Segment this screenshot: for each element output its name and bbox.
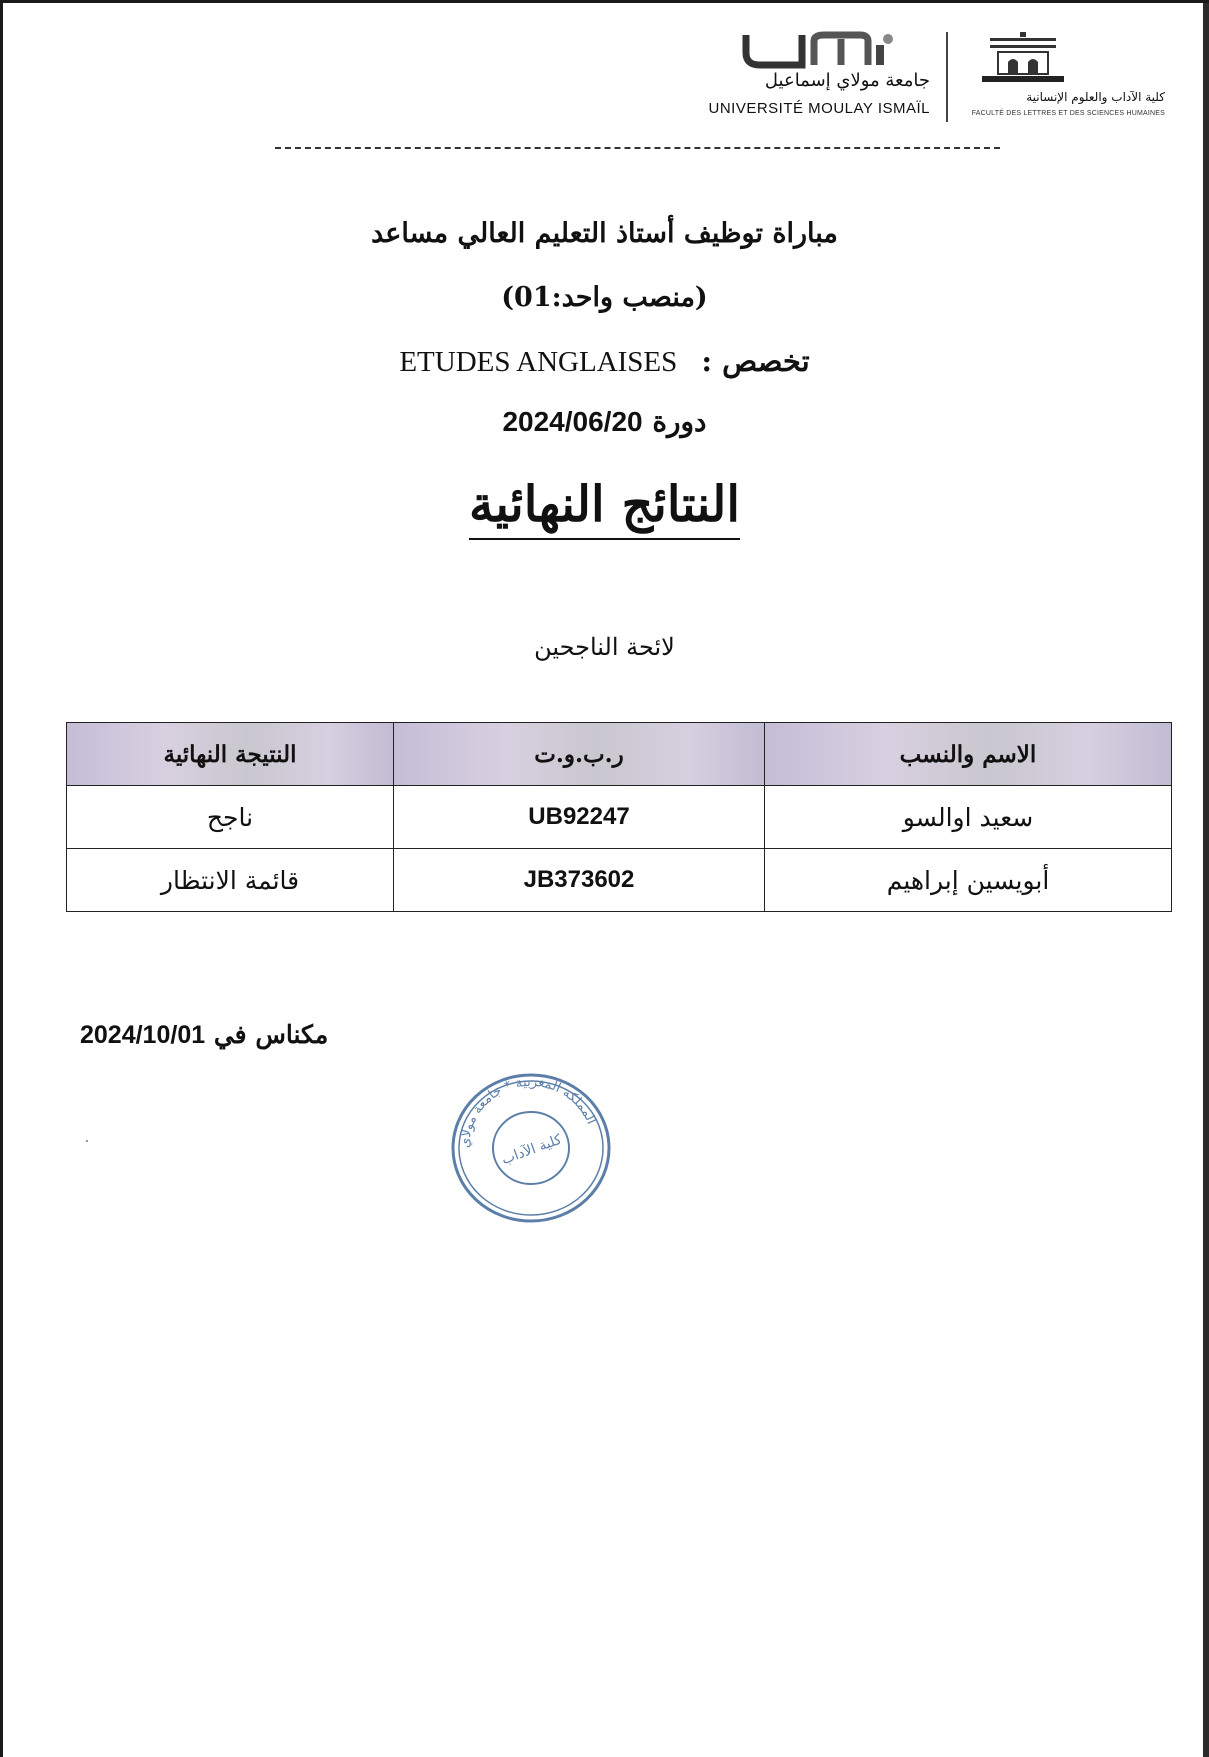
competition-title: مباراة توظيف أستاذ التعليم العالي مساعد <box>371 218 838 249</box>
table-header-row <box>67 723 1172 786</box>
cell-id: UB92247 <box>394 786 765 849</box>
stamp-inner-text: كلية الآداب <box>499 1131 564 1169</box>
scan-speck <box>86 1140 88 1142</box>
faculty-name-fr: FACULTÉ DES LETTRES ET DES SCIENCES HUMAINES <box>971 110 1165 117</box>
cell-result: قائمة الانتظار <box>67 849 394 912</box>
results-table <box>66 722 1172 912</box>
final-results-title: النتائج النهائية <box>469 475 740 540</box>
scan-edge-left <box>0 0 3 1757</box>
cell-id: JB373602 <box>394 849 765 912</box>
table-row <box>67 849 1172 912</box>
header-divider <box>275 147 1000 149</box>
table-row <box>67 786 1172 849</box>
main-title <box>0 475 1209 540</box>
header-result: النتيجة النهائية <box>67 723 394 786</box>
cell-name: سعيد اوالسو <box>765 786 1172 849</box>
positions-count: (منصب واحد:01) <box>501 282 708 313</box>
session-label: دورة <box>652 405 707 438</box>
stamp-outer-text: المملكة المغربية * جامعة مولاي <box>457 1074 599 1149</box>
faculty-name-ar: كلية الآداب والعلوم الإنسانية <box>1026 90 1165 104</box>
session-date: 2024/06/20 <box>502 406 643 437</box>
official-stamp-icon <box>450 1072 612 1224</box>
specialty-label: تخصص : <box>701 344 810 378</box>
header-separator <box>946 32 948 122</box>
scan-edge-top <box>0 0 1209 3</box>
umi-logo-icon <box>742 31 902 71</box>
place-label: مكناس في <box>213 1020 329 1049</box>
specialty-value: ETUDES ANGLAISES <box>399 346 678 378</box>
university-name-fr: UNIVERSITÉ MOULAY ISMAÏL <box>708 100 930 117</box>
signature-date: 2024/10/01 <box>80 1021 206 1049</box>
cell-name: أبويسين إبراهيم <box>765 849 1172 912</box>
faculty-building-icon <box>978 32 1068 84</box>
cell-result: ناجح <box>67 786 394 849</box>
header-id: ر.ب.و.ت <box>394 723 765 786</box>
list-title: لائحة الناجحين <box>534 633 675 661</box>
header-name: الاسم والنسب <box>765 723 1172 786</box>
scan-edge-right <box>1203 0 1209 1757</box>
university-name-ar: جامعة مولاي إسماعيل <box>764 70 930 91</box>
place-and-date <box>80 1020 328 1050</box>
session-line <box>0 405 1209 438</box>
specialty-line <box>0 344 1209 379</box>
letterhead <box>700 28 1170 133</box>
